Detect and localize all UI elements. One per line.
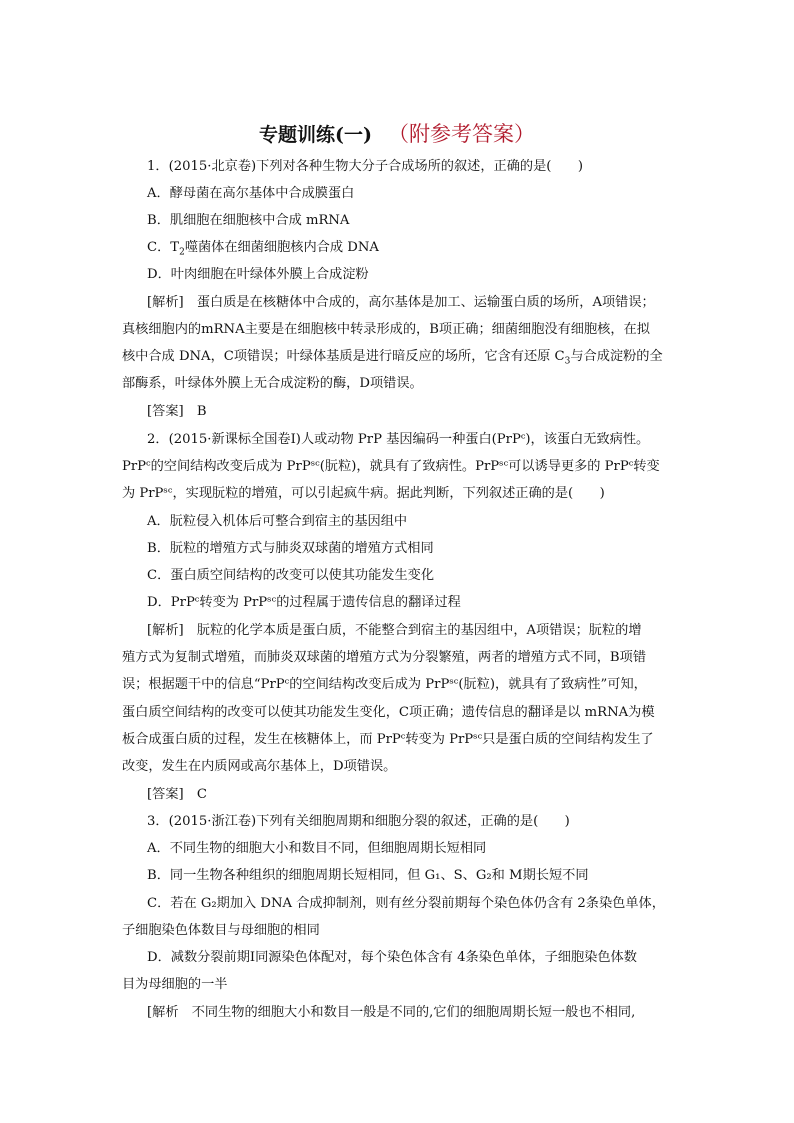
q3-option-d-line-1: D．减数分裂前期Ⅰ同源染色体配对，每个染色体含有 4条染色单体，子细胞染色体数 bbox=[147, 950, 637, 965]
q3-option-c-line-2: 子细胞染色体数目与母细胞的相同 bbox=[122, 923, 320, 938]
q1-option-b: B．肌细胞在细胞核中合成 mRNA bbox=[147, 213, 350, 228]
page-title bbox=[0, 118, 794, 148]
q1-stem: 1．(2015·北京卷)下列对各种生物大分子合成场所的叙述，正确的是( ) bbox=[147, 159, 583, 174]
q2-stem-line-3: 为 PrPˢᶜ，实现朊粒的增殖，可以引起疯牛病。据此判断，下列叙述正确的是( ) bbox=[122, 486, 605, 501]
title-main: 专题训练(一) bbox=[259, 124, 372, 146]
q1-analysis-line-2: 真核细胞内的mRNA主要是在细胞核中转录形成的，B项正确；细菌细胞没有细胞核，在拟 bbox=[122, 322, 650, 337]
q3-option-d-line-2: 目为母细胞的一半 bbox=[122, 977, 228, 992]
q2-option-c: C．蛋白质空间结构的改变可以使其功能发生变化 bbox=[147, 568, 435, 583]
q2-analysis-line-2: 殖方式为复制式增殖，而肺炎双球菌的增殖方式为分裂繁殖，两者的增殖方式不同，B项错 bbox=[122, 650, 646, 665]
q2-analysis-line-5: 板合成蛋白质的过程，发生在核糖体上，而 PrPᶜ转变为 PrPˢᶜ只是蛋白质的空间结构发生了 bbox=[122, 732, 654, 747]
q1-option-d: D．叶肉细胞在叶绿体外膜上合成淀粉 bbox=[147, 267, 369, 282]
q2-analysis-line-6: 改变，发生在内质网或高尔基体上，D项错误。 bbox=[122, 759, 397, 774]
q2-analysis-line-1: [解析] 朊粒的化学本质是蛋白质，不能整合到宿主的基因组中，A项错误；朊粒的增 bbox=[147, 623, 642, 638]
q3-option-b: B．同一生物各种组织的细胞周期长短相同，但 G₁、S、G₂和 M期长短不同 bbox=[147, 868, 589, 883]
q3-option-a: A．不同生物的细胞大小和数目不同，但细胞周期长短相同 bbox=[147, 841, 487, 856]
q2-option-d: D．PrPᶜ转变为 PrPˢᶜ的过程属于遗传信息的翻译过程 bbox=[147, 595, 461, 610]
q3-analysis-line-1: [解析 不同生物的细胞大小和数目一般是不同的,它们的细胞周期长短一般也不相同, bbox=[147, 1005, 636, 1020]
q1-option-c: C．$T_2$噬菌体在细菌细胞核内合成 DNA bbox=[147, 240, 379, 258]
q2-stem-line-1: 2．(2015·新课标全国卷Ⅰ)人或动物 PrP 基因编码一种蛋白(PrPᶜ)，该蛋白无致病性。 bbox=[147, 432, 650, 447]
title-suffix: （附参考答案） bbox=[387, 122, 535, 146]
q2-stem-line-2: PrPᶜ的空间结构改变后成为 PrPˢᶜ(朊粒)，就具有了致病性。PrPˢᶜ可以诱导更多的 PrPᶜ转变 bbox=[122, 459, 660, 474]
q1-analysis-line-4: 部酶系，叶绿体外膜上无合成淀粉的酶，D项错误。 bbox=[122, 376, 423, 391]
q3-stem: 3．(2015·浙江卷)下列有关细胞周期和细胞分裂的叙述，正确的是( ) bbox=[147, 814, 570, 829]
q1-analysis-line-1: [解析] 蛋白质是在核糖体中合成的，高尔基体是加工、运输蛋白质的场所，A项错误； bbox=[147, 295, 655, 310]
q1-answer: [答案] B bbox=[147, 404, 207, 419]
q2-option-b: B．朊粒的增殖方式与肺炎双球菌的增殖方式相同 bbox=[147, 541, 434, 556]
q1-analysis-line-3: 核中合成 DNA，C项错误；叶绿体基质是进行暗反应的场所，它含有还原 $C_3$与合成淀粉的全 bbox=[122, 349, 663, 367]
q1-option-a: A．酵母菌在高尔基体中合成膜蛋白 bbox=[147, 186, 355, 201]
q2-analysis-line-4: 蛋白质空间结构的改变可以使其功能发生变化，C项正确；遗传信息的翻译是以 mRNA为模 bbox=[122, 705, 655, 720]
q2-option-a: A．朊粒侵入机体后可整合到宿主的基因组中 bbox=[147, 514, 408, 529]
q2-answer: [答案] C bbox=[147, 787, 207, 802]
q3-option-c-line-1: C．若在 G₂期加入 DNA 合成抑制剂，则有丝分裂前期每个染色体仍含有 2条染色单体， bbox=[147, 896, 665, 911]
q2-analysis-line-3: 误；根据题干中的信息“PrPᶜ的空间结构改变后成为 PrPˢᶜ(朊粒)，就具有了致病性”可知， bbox=[122, 677, 647, 692]
